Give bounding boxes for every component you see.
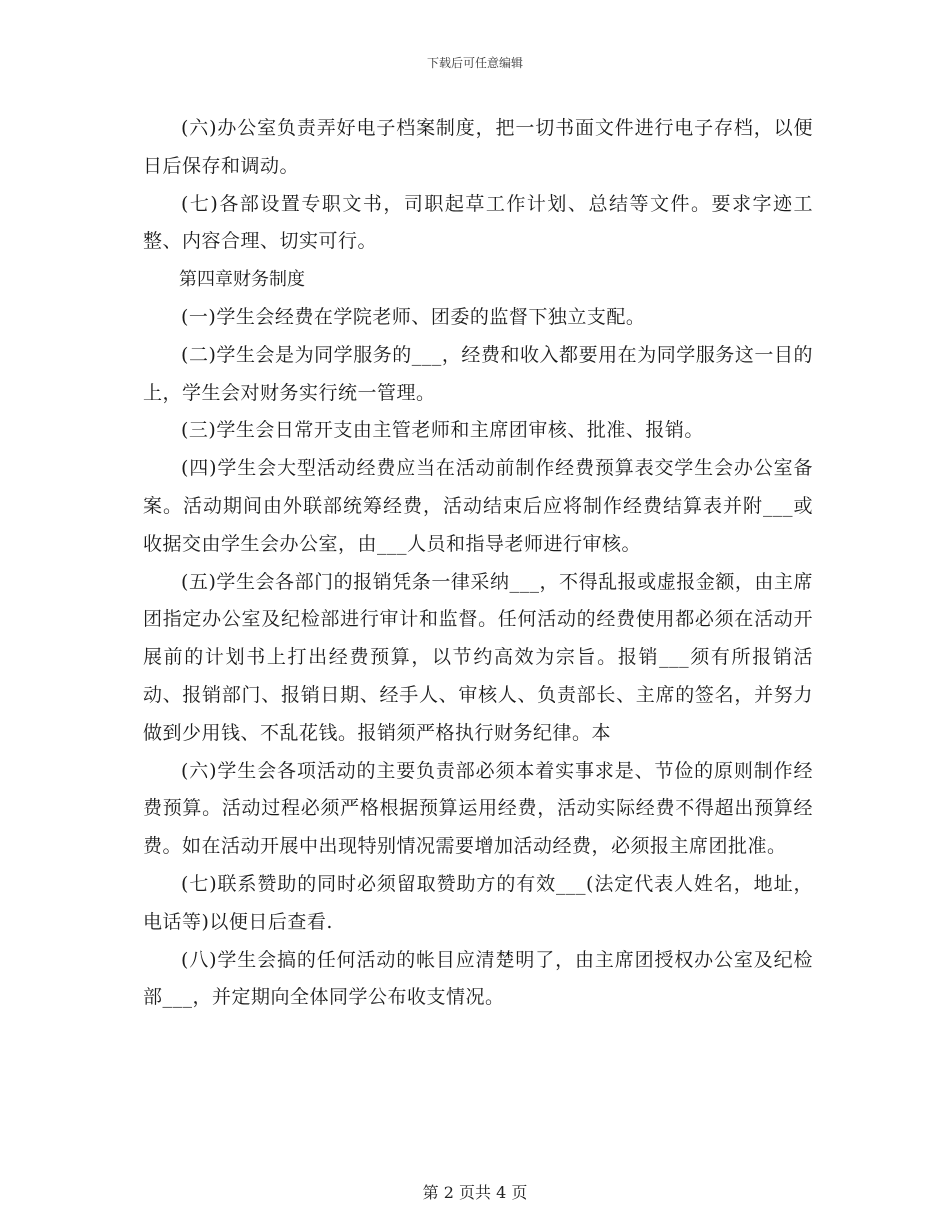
paragraph-finance-1: (一)学生会经费在学院老师、团委的监督下独立支配。	[181, 305, 646, 328]
paragraph-department-clerk: (七)各部设置专职文书，司职起草工作计划、总结等文件。要求字迹工整、内容合理、切实可行。	[143, 192, 813, 253]
paragraph-finance-8: (八)学生会搞的任何活动的帐目应清楚明了，由主席团授权办公室及纪检部___，并定期向全体同学公布收支情况。	[143, 948, 813, 1009]
page-number: 第 2 页共 4 页	[422, 1183, 528, 1202]
paragraph-finance-5: (五)学生会各部门的报销凭条一律采纳___，不得乱报或虚报金额，由主席团指定办公室及纪检部进行审计和监督。任何活动的经费使用都必须在活动开展前的计划书上打出经费预算，以节约高效为宗旨。报销___须有所报销活动、报销部门、报销日期、经手人、审核人、负责部长、主席的签名，并努力做到少用钱、不乱花钱。报销须严格执行财务纪律。本	[143, 570, 813, 744]
chapter-title: 第四章财务制度	[179, 269, 305, 291]
paragraph-finance-2: (二)学生会是为同学服务的___，经费和收入都要用在为同学服务这一目的上，学生会对财务实行统一管理。	[143, 343, 813, 404]
paragraph-office-archive: (六)办公室负责弄好电子档案制度，把一切书面文件进行电子存档，以便日后保存和调动。	[143, 117, 813, 177]
paragraph-finance-7: (七)联系赞助的同时必须留取赞助方的有效___(法定代表人姓名，地址，电话等)以便日后查看.	[143, 872, 813, 933]
document-body	[143, 110, 813, 1017]
paragraph-finance-4: (四)学生会大型活动经费应当在活动前制作经费预算表交学生会办公室备案。活动期间由外联部统筹经费，活动结束后应将制作经费结算表并附___或收据交由学生会办公室，由___人员和指导老师进行审核。	[143, 457, 813, 555]
page-header: 下载后可任意编辑	[426, 56, 523, 70]
paragraph-finance-3: (三)学生会日常开支由主管老师和主席团审核、批准、报销。	[181, 419, 704, 442]
paragraph-finance-6: (六)学生会各项活动的主要负责部必须本着实事求是、节俭的原则制作经费预算。活动过程必须严格根据预算运用经费，活动实际经费不得超出预算经费。如在活动开展中出现特别情况需要增加活动经费，必须报主席团批准。	[143, 759, 813, 858]
